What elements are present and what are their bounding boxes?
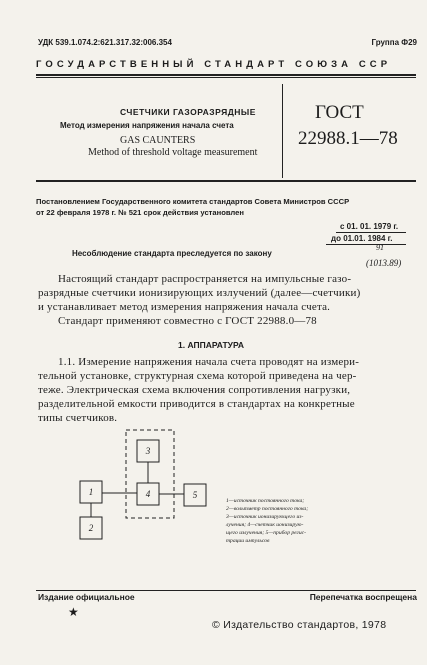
legend-line: 3—источник ионизирующего из- xyxy=(226,514,304,520)
diagram-label-4: 4 xyxy=(145,489,151,499)
title-rule xyxy=(36,180,416,182)
legend-line: трации импульсов xyxy=(226,538,270,544)
udk-code: УДК 539.1.074.2:621.317.32:006.354 xyxy=(38,38,172,47)
handwritten-note-2: (1013.89) xyxy=(366,258,402,268)
title-ru-method: Метод измерения напряжения начала счета xyxy=(60,121,234,130)
diagram-label-2: 2 xyxy=(88,523,94,533)
banner-rule-thick xyxy=(36,74,416,76)
legend-line: 1—источник постоянного тока; xyxy=(226,498,305,504)
paragraph-3-line: теже. Электрическая схема включения сопротивления нагрузки, xyxy=(38,384,351,396)
legend-line: лучения; 4—счетчик ионизирую- xyxy=(226,522,304,528)
paragraph-3-line: разделительной емкости приводится в стандартах на конкретные xyxy=(38,398,355,410)
paragraph-3-line: тельной установке, структурная схема которой приведена на чер- xyxy=(38,370,357,382)
legend-line: щего излучения; 5—прибор регис- xyxy=(226,530,306,536)
paragraph-1-line: разрядные счетчики ионизирующих излучений (далее—счетчики) xyxy=(38,287,361,299)
title-divider xyxy=(282,84,283,178)
diagram-label-5: 5 xyxy=(192,490,198,500)
banner-rule-thin xyxy=(36,77,416,78)
paragraph-3-line: 1.1. Измерение напряжения начала счета проводят на измери- xyxy=(58,356,360,368)
paragraph-1-line: и устанавливает метод измерения напряжения начала счета. xyxy=(38,301,331,313)
handwritten-note-1: 91 xyxy=(376,243,384,252)
title-en-method: Method of threshold voltage measurement xyxy=(88,147,258,158)
official-edition-label: Издание официальное xyxy=(38,592,135,602)
gost-number: 22988.1—78 xyxy=(298,128,398,149)
group-code: Группа Ф29 xyxy=(371,38,417,47)
section-heading: 1. АППАРАТУРА xyxy=(178,340,245,350)
reprint-prohibited-label: Перепечатка воспрещена xyxy=(309,592,417,602)
validity-end: до 01.01. 1984 г. xyxy=(331,234,393,243)
validity-end-underline xyxy=(326,244,406,245)
publisher-copyright: © Издательство стандартов, 1978 xyxy=(212,619,387,631)
footer-rule xyxy=(36,590,416,591)
star-icon: ★ xyxy=(68,605,79,619)
title-ru-name: СЧЕТЧИКИ ГАЗОРАЗРЯДНЫЕ xyxy=(120,107,256,117)
legal-notice: Несоблюдение стандарта преследуется по закону xyxy=(72,249,272,258)
paragraph-2: Стандарт применяют совместно с ГОСТ 22988.0—78 xyxy=(58,315,317,327)
diagram-label-1: 1 xyxy=(88,487,94,497)
validity-start-underline xyxy=(336,232,406,233)
gost-label: ГОСТ xyxy=(315,102,364,123)
validity-start: с 01. 01. 1979 г. xyxy=(340,222,399,231)
paragraph-1-line: Настоящий стандарт распространяется на импульсные газо- xyxy=(58,273,352,285)
decree-line-2: от 22 февраля 1978 г. № 521 срок действия установлен xyxy=(36,208,244,217)
title-en-name: GAS CAUNTERS xyxy=(120,135,196,146)
paragraph-3-line: типы счетчиков. xyxy=(38,412,118,424)
legend-line: 2—вольтметр постоянного тока; xyxy=(226,506,309,512)
decree-line-1: Постановлением Государственного комитета стандартов Совета Министров СССР xyxy=(36,197,350,206)
state-standard-banner: ГОСУДАРСТВЕННЫЙ СТАНДАРТ СОЮЗА ССР xyxy=(36,59,392,70)
diagram-label-3: 3 xyxy=(145,446,151,456)
